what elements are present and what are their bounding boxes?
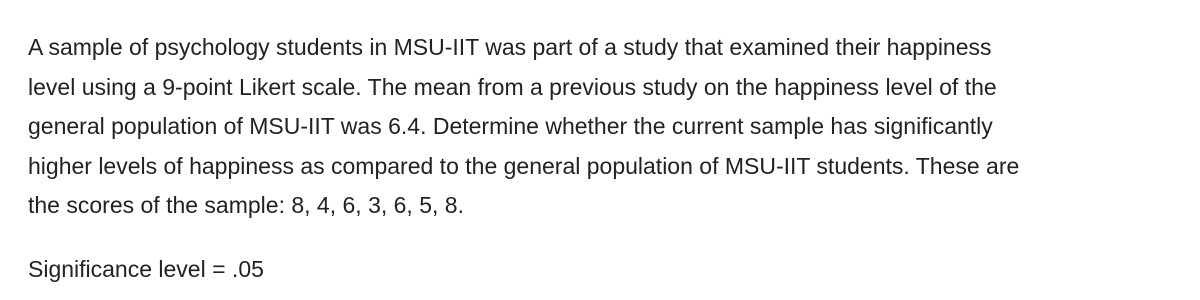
paragraph-line: A sample of psychology students in MSU-IIT was part of a study that examined their happiness [28,34,992,60]
paragraph-line: higher levels of happiness as compared to the general population of MSU-IIT students. These are [28,152,1020,179]
problem-paragraph [28,28,1176,226]
paragraph-line: level using a 9-point Likert scale. The mean from a previous study on the happiness level of the [28,73,997,100]
significance-level-text: Significance level = .05 [28,255,264,282]
document-body [28,28,1176,289]
paragraph-line: general population of MSU-IIT was 6.4. Determine whether the current sample has significantly [28,113,993,139]
paragraph-line: the scores of the sample: 8, 4, 6, 3, 6, 5, 8. [28,192,464,218]
